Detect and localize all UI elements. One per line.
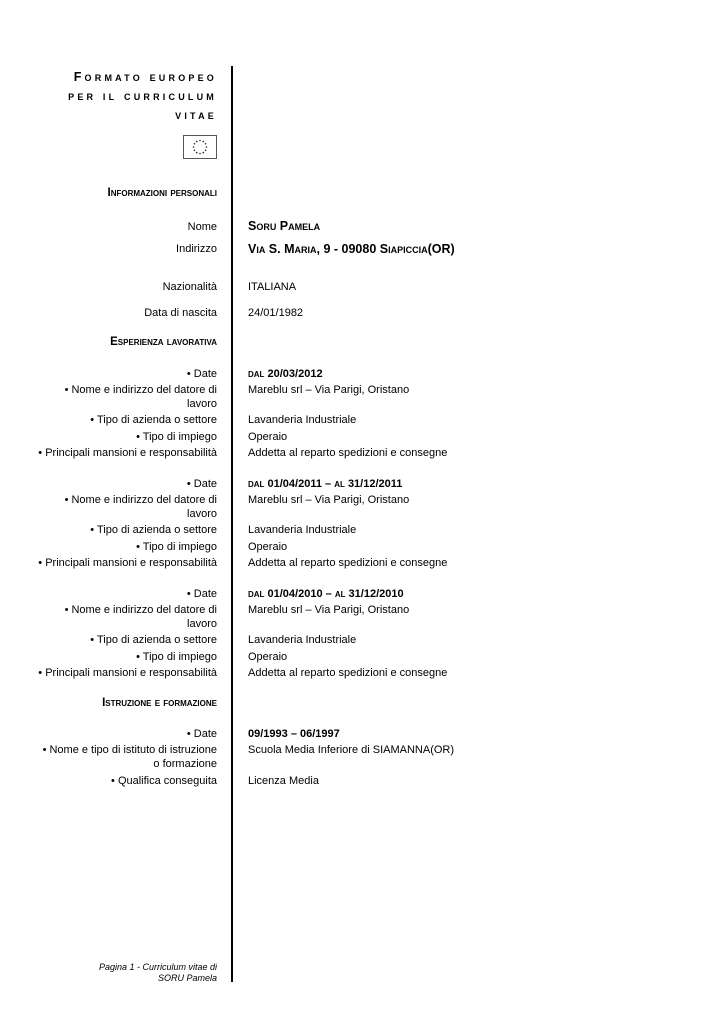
exp1-employer-value: Mareblu srl – Via Parigi, Oristano — [248, 384, 410, 396]
exp1-duties-value: Addetta al reparto spedizioni e consegne — [248, 447, 448, 459]
nome-label: Nome — [187, 221, 217, 233]
page-footer — [57, 962, 217, 984]
exp3-sector-value: Lavanderia Industriale — [248, 634, 357, 646]
exp3-employer-value: Mareblu srl – Via Parigi, Oristano — [248, 604, 410, 616]
section-title-education: Istruzione e formazione — [102, 697, 217, 709]
exp1-jobtype-value: Operaio — [248, 431, 288, 443]
exp2-sector-label: • Tipo di azienda o settore — [90, 524, 217, 536]
edu-qualification-value: Licenza Media — [248, 775, 319, 787]
edu-date-label: • Date — [186, 728, 217, 740]
exp1-jobtype-label: • Tipo di impiego — [136, 431, 217, 443]
title-line-3: vitae — [175, 108, 217, 122]
edu-institute-label: • Nome e tipo di istituto di istruzione o formazione — [42, 744, 217, 770]
section-title-experience: Esperienza lavorativa — [110, 336, 217, 348]
exp2-duties-label: • Principali mansioni e responsabilità — [38, 557, 217, 569]
exp1-sector-label: • Tipo di azienda o settore — [90, 414, 217, 426]
indirizzo-value: Via S. Maria, 9 - 09080 Siapiccia(OR) — [248, 242, 455, 256]
exp3-jobtype-label: • Tipo di impiego — [136, 651, 217, 663]
exp1-employer-label: • Nome e indirizzo del datore di lavoro — [64, 384, 217, 410]
exp2-employer-label: • Nome e indirizzo del datore di lavoro — [64, 494, 217, 520]
exp3-date-value: dal 01/04/2010 – al 31/12/2010 — [248, 588, 404, 600]
exp1-date-value: dal 20/03/2012 — [248, 368, 323, 380]
section-title-personal: Informazioni personali — [107, 187, 217, 199]
exp1-sector-value: Lavanderia Industriale — [248, 414, 357, 426]
exp2-jobtype-label: • Tipo di impiego — [136, 541, 217, 553]
nazionalita-label: Nazionalità — [162, 281, 217, 293]
exp2-employer-value: Mareblu srl – Via Parigi, Oristano — [248, 494, 410, 506]
exp3-duties-value: Addetta al reparto spedizioni e consegne — [248, 667, 448, 679]
edu-qualification-label: • Qualifica conseguita — [111, 775, 217, 787]
footer-line-2: SORU Pamela — [157, 973, 217, 983]
exp2-date-value: dal 01/04/2011 – al 31/12/2011 — [248, 478, 403, 490]
exp3-employer-label: • Nome e indirizzo del datore di lavoro — [64, 604, 217, 630]
vertical-divider — [231, 66, 233, 982]
eu-flag-icon — [183, 135, 217, 159]
nascita-label: Data di nascita — [144, 307, 217, 319]
footer-line-1: Pagina 1 - Curriculum vitae di — [98, 962, 217, 972]
exp2-jobtype-value: Operaio — [248, 541, 288, 553]
nome-value: Soru Pamela — [248, 219, 321, 233]
exp3-date-label: • Date — [186, 588, 217, 600]
edu-institute-value: Scuola Media Inferiore di SIAMANNA(OR) — [248, 744, 455, 756]
exp2-duties-value: Addetta al reparto spedizioni e consegne — [248, 557, 448, 569]
title-line-1: Formato europeo — [73, 70, 217, 84]
exp3-sector-label: • Tipo di azienda o settore — [90, 634, 217, 646]
exp1-duties-label: • Principali mansioni e responsabilità — [38, 447, 217, 459]
exp3-jobtype-value: Operaio — [248, 651, 288, 663]
document-title — [0, 68, 217, 125]
nazionalita-value: ITALIANA — [248, 281, 297, 293]
exp3-duties-label: • Principali mansioni e responsabilità — [38, 667, 217, 679]
title-line-2: per il curriculum — [68, 89, 217, 103]
exp2-sector-value: Lavanderia Industriale — [248, 524, 357, 536]
nascita-value: 24/01/1982 — [248, 307, 304, 319]
indirizzo-label: Indirizzo — [176, 243, 217, 255]
edu-date-value: 09/1993 – 06/1997 — [248, 728, 340, 740]
exp2-date-label: • Date — [186, 478, 217, 490]
exp1-date-label: • Date — [186, 368, 217, 380]
